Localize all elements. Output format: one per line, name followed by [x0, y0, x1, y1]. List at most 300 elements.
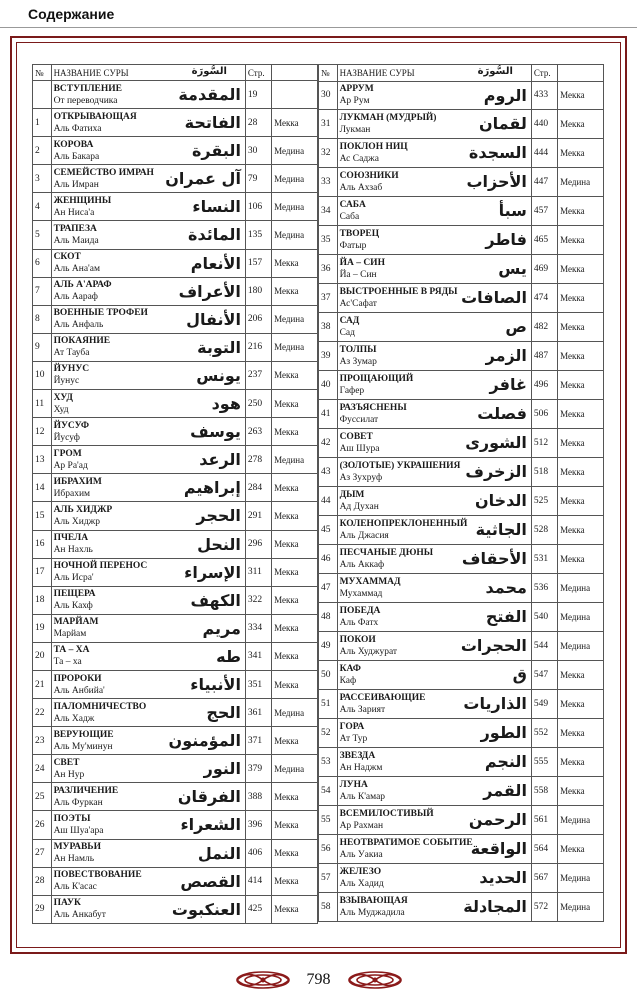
surah-name-russian: НЕОТВРАТИМОЕ СОБЫТИЕ	[339, 837, 473, 848]
surah-number: 6	[33, 249, 52, 277]
surah-revelation-place: Мекка	[558, 834, 604, 863]
surah-revelation-place: Медина	[558, 573, 604, 602]
surah-name-transliteration: Аль Анфаль	[53, 320, 104, 331]
table-row	[319, 545, 604, 574]
surah-name-cell	[51, 811, 245, 839]
surah-name-cell	[337, 110, 531, 139]
surah-page: 547	[531, 660, 557, 689]
surah-page: 30	[245, 137, 271, 165]
table-header-row	[33, 65, 318, 81]
surah-number: 24	[33, 755, 52, 783]
surah-revelation-place: Мекка	[558, 429, 604, 458]
table-row	[319, 458, 604, 487]
surah-number: 45	[319, 516, 338, 545]
surah-revelation-place: Мекка	[558, 660, 604, 689]
surah-number: 34	[319, 197, 338, 226]
table-row	[319, 660, 604, 689]
surah-name-russian: АРРУМ	[339, 84, 374, 95]
surah-name-transliteration: Фуссилат	[339, 415, 379, 426]
surah-name-transliteration: Аль Маида	[53, 236, 99, 247]
surah-revelation-place: Медина	[272, 137, 318, 165]
surah-name-cell	[51, 165, 245, 193]
surah-name-arabic: غافر	[489, 375, 527, 395]
surah-name-cell	[51, 193, 245, 221]
surah-page: 536	[531, 573, 557, 602]
surah-name-transliteration: Ар Рахман	[339, 820, 384, 831]
surah-number: 3	[33, 165, 52, 193]
surah-name-arabic: الأحزاب	[466, 172, 527, 192]
surah-name-russian: ЖЕНЩИНЫ	[53, 195, 112, 206]
surah-name-transliteration: Ас Саджа	[339, 154, 379, 165]
surah-name-cell	[337, 602, 531, 631]
surah-page: 572	[531, 892, 557, 921]
surah-name-russian: ГОРА	[339, 721, 365, 732]
table-header-row	[319, 65, 604, 82]
surah-revelation-place: Медина	[272, 333, 318, 361]
page-footer	[0, 965, 637, 995]
surah-number: 21	[33, 670, 52, 698]
surah-name-transliteration: Аль Бакара	[53, 151, 100, 162]
header-num: №	[319, 65, 338, 82]
surah-name-arabic: الصافات	[461, 288, 527, 308]
table-row	[33, 418, 318, 446]
surah-name-arabic: الإسراء	[184, 562, 241, 582]
surah-name-transliteration: Ан Намль	[53, 854, 95, 865]
surah-page: 482	[531, 313, 557, 342]
surah-name-russian: ВСЕМИЛОСТИВЫЙ	[339, 808, 434, 819]
surah-page: 106	[245, 193, 271, 221]
surah-number: 56	[319, 834, 338, 863]
surah-revelation-place: Медина	[558, 631, 604, 660]
surah-page: 457	[531, 197, 557, 226]
surah-page: 351	[245, 670, 271, 698]
surah-page: 433	[531, 81, 557, 110]
surah-number: 39	[319, 342, 338, 371]
surah-name-transliteration: Аль Зарият	[339, 704, 386, 715]
surah-name-transliteration: Аль Анбийа'	[53, 685, 105, 696]
surah-page: 525	[531, 487, 557, 516]
surah-name-transliteration: Аль К'амар	[339, 791, 386, 802]
surah-name-transliteration: Ар Рум	[339, 96, 370, 107]
table-row	[319, 747, 604, 776]
surah-number: 54	[319, 776, 338, 805]
surah-number: 14	[33, 474, 52, 502]
surah-name-cell	[51, 221, 245, 249]
surah-name-arabic: المؤمنون	[168, 731, 241, 751]
surah-name-transliteration: Ан Наджм	[339, 762, 383, 773]
surah-page: 341	[245, 642, 271, 670]
surah-name-arabic: القصص	[180, 871, 241, 891]
surah-name-transliteration: Аль Худжурат	[339, 646, 398, 657]
surah-name-arabic: لقمان	[479, 114, 527, 134]
surah-name-transliteration: От переводчика	[53, 95, 118, 106]
surah-page: 135	[245, 221, 271, 249]
table-row	[319, 168, 604, 197]
surah-name-transliteration: Ас'Сафат	[339, 299, 377, 310]
surah-revelation-place: Мекка	[272, 474, 318, 502]
surah-name-cell	[337, 139, 531, 168]
surah-name-transliteration: Ибрахим	[53, 488, 91, 499]
surah-name-cell	[337, 400, 531, 429]
left-ornament-icon	[233, 969, 293, 991]
surah-page: 263	[245, 418, 271, 446]
surah-revelation-place: Медина	[272, 755, 318, 783]
surah-page: 180	[245, 277, 271, 305]
surah-name-cell	[337, 197, 531, 226]
table-row	[33, 586, 318, 614]
surah-name-cell	[51, 361, 245, 389]
surah-number: 40	[319, 371, 338, 400]
surah-number: 53	[319, 747, 338, 776]
surah-name-russian: МУХАММАД	[339, 576, 401, 587]
surah-name-cell	[51, 249, 245, 277]
surah-revelation-place: Медина	[272, 221, 318, 249]
surah-name-arabic: مريم	[202, 618, 241, 638]
surah-page: 216	[245, 333, 271, 361]
surah-revelation-place: Мекка	[558, 487, 604, 516]
surah-name-cell	[51, 839, 245, 867]
surah-page: 518	[531, 458, 557, 487]
surah-name-russian: ОТКРЫВАЮЩАЯ	[53, 111, 137, 122]
table-row	[33, 474, 318, 502]
surah-number: 11	[33, 390, 52, 418]
surah-name-arabic: يس	[498, 259, 527, 279]
table-row	[319, 573, 604, 602]
surah-name-arabic: يوسف	[190, 422, 241, 442]
surah-name-arabic: الزخرف	[465, 462, 527, 482]
surah-revelation-place: Медина	[272, 165, 318, 193]
surah-number: 12	[33, 418, 52, 446]
table-row	[319, 371, 604, 400]
surah-name-cell	[51, 755, 245, 783]
surah-page: 447	[531, 168, 557, 197]
surah-name-arabic: الحجرات	[460, 635, 527, 655]
surah-name-russian: РАЗЛИЧЕНИЕ	[53, 785, 119, 796]
surah-revelation-place: Мекка	[558, 139, 604, 168]
surah-name-arabic: طه	[216, 646, 241, 666]
surah-page: 528	[531, 516, 557, 545]
table-row	[319, 834, 604, 863]
surah-name-cell	[337, 573, 531, 602]
table-row	[33, 895, 318, 923]
surah-number: 43	[319, 458, 338, 487]
surah-name-russian: ПОЭТЫ	[53, 813, 91, 824]
surah-name-arabic: سبأ	[498, 201, 527, 221]
table-row	[33, 305, 318, 333]
table-row	[33, 558, 318, 586]
surah-name-russian: ГРОМ	[53, 448, 82, 459]
surah-name-arabic: ص	[505, 317, 527, 337]
surah-number: 4	[33, 193, 52, 221]
table-row	[33, 614, 318, 642]
surah-name-russian: СОВЕТ	[339, 432, 373, 443]
surah-page: 564	[531, 834, 557, 863]
surah-name-transliteration: Аль Кахф	[53, 601, 93, 612]
surah-name-transliteration: Аль Фатх	[339, 617, 379, 628]
surah-number: 41	[319, 400, 338, 429]
surah-name-cell	[337, 631, 531, 660]
surah-name-russian: ПРОРОКИ	[53, 673, 102, 684]
surah-name-transliteration: Аз Зумар	[339, 357, 377, 368]
table-row	[33, 867, 318, 895]
table-row	[33, 221, 318, 249]
surah-name-arabic: الفاتحة	[184, 113, 241, 133]
surah-number: 19	[33, 614, 52, 642]
table-row	[33, 642, 318, 670]
surah-number: 55	[319, 805, 338, 834]
surah-name-cell	[51, 586, 245, 614]
page-number: 798	[306, 971, 331, 988]
surah-page: 561	[531, 805, 557, 834]
header-name	[51, 65, 245, 81]
surah-name-transliteration: Аль Муджадила	[339, 907, 405, 918]
surah-page: 552	[531, 718, 557, 747]
surah-revelation-place: Мекка	[272, 783, 318, 811]
surah-revelation-place	[272, 81, 318, 109]
surah-number: 48	[319, 602, 338, 631]
header-city	[272, 65, 318, 81]
surah-name-russian: РАССЕИВАЮЩИЕ	[339, 692, 426, 703]
surah-page: 388	[245, 783, 271, 811]
surah-number: 23	[33, 727, 52, 755]
surah-revelation-place: Мекка	[558, 747, 604, 776]
surah-name-arabic: الرحمن	[468, 809, 527, 829]
surah-number: 38	[319, 313, 338, 342]
surah-number: 37	[319, 284, 338, 313]
header-name-arabic: السُّورَة	[477, 66, 513, 77]
surah-page: 237	[245, 361, 271, 389]
surah-name-russian: ЛУНА	[339, 779, 368, 790]
surah-name-russian: ПАЛОМНИЧЕСТВО	[53, 701, 147, 712]
surah-revelation-place: Медина	[558, 892, 604, 921]
surah-name-transliteration: Гафер	[339, 386, 365, 397]
table-row	[33, 699, 318, 727]
surah-number: 28	[33, 867, 52, 895]
surah-name-transliteration: Аль Джасия	[339, 531, 389, 542]
surah-name-arabic: المقدمة	[178, 85, 241, 104]
table-row	[33, 783, 318, 811]
surah-name-arabic: الشعراء	[180, 815, 241, 835]
surah-number: 29	[33, 895, 52, 923]
surah-page: 406	[245, 839, 271, 867]
surah-revelation-place: Мекка	[558, 342, 604, 371]
surah-name-transliteration: Йунус	[53, 376, 80, 387]
table-row	[33, 165, 318, 193]
surah-name-russian: ТРАПЕЗА	[53, 224, 97, 235]
surah-name-russian: СКОТ	[53, 252, 81, 263]
table-row	[33, 670, 318, 698]
table-row	[319, 487, 604, 516]
surah-name-transliteration: Йа – Син	[339, 270, 377, 281]
surah-name-cell	[337, 168, 531, 197]
table-row	[319, 400, 604, 429]
surah-name-russian: ЛУКМАН (МУДРЫЙ)	[339, 113, 437, 124]
surah-revelation-place: Мекка	[558, 197, 604, 226]
surah-revelation-place: Медина	[558, 168, 604, 197]
surah-name-transliteration: Та – ха	[53, 657, 82, 668]
surah-name-cell	[337, 429, 531, 458]
surah-name-cell	[337, 255, 531, 284]
surah-name-cell	[51, 670, 245, 698]
surah-revelation-place: Медина	[272, 446, 318, 474]
surah-name-transliteration: Аль Ахзаб	[339, 183, 383, 194]
surah-name-cell	[51, 277, 245, 305]
surah-name-russian: ВЗЫВАЮЩАЯ	[339, 895, 408, 906]
surah-page: 555	[531, 747, 557, 776]
surah-name-cell	[51, 137, 245, 165]
table-row	[33, 811, 318, 839]
surah-revelation-place: Мекка	[272, 558, 318, 586]
header-name-arabic: السُّورَة	[191, 66, 227, 77]
table-row	[319, 284, 604, 313]
table-row	[319, 313, 604, 342]
surah-revelation-place: Мекка	[558, 284, 604, 313]
surah-name-russian: ПРОЩАЮЩИЙ	[339, 374, 414, 385]
surah-name-arabic: الحديد	[479, 867, 527, 887]
surah-revelation-place: Мекка	[272, 277, 318, 305]
surah-name-transliteration: Аз Зухруф	[339, 473, 383, 484]
surah-revelation-place: Мекка	[272, 361, 318, 389]
header-name-label: НАЗВАНИЕ СУРЫ	[53, 67, 129, 78]
surah-page: 334	[245, 614, 271, 642]
header-name	[337, 65, 531, 82]
table-row	[33, 755, 318, 783]
surah-name-russian: ПЧЕЛА	[53, 533, 89, 544]
surah-revelation-place: Мекка	[272, 502, 318, 530]
surah-name-transliteration: Аль Хадж	[53, 713, 95, 724]
surah-name-transliteration: Худ	[53, 404, 69, 415]
surah-revelation-place: Мекка	[558, 400, 604, 429]
table-row	[33, 81, 318, 109]
surah-revelation-place: Мекка	[558, 81, 604, 110]
surah-revelation-place: Медина	[272, 699, 318, 727]
surah-revelation-place: Мекка	[558, 689, 604, 718]
table-row	[319, 139, 604, 168]
table-row	[319, 429, 604, 458]
surah-revelation-place: Медина	[558, 805, 604, 834]
surah-name-transliteration: Аль Аараф	[53, 292, 98, 303]
surah-name-arabic: الروم	[483, 85, 527, 105]
surah-name-transliteration: Ат Тур	[339, 733, 368, 744]
table-row	[319, 110, 604, 139]
surah-revelation-place: Мекка	[272, 390, 318, 418]
surah-number: 17	[33, 558, 52, 586]
surah-page: 206	[245, 305, 271, 333]
table-row	[33, 277, 318, 305]
surah-name-arabic: المجادلة	[463, 896, 527, 916]
surah-name-arabic: الأنبياء	[190, 674, 241, 694]
surah-revelation-place: Медина	[272, 305, 318, 333]
surah-name-arabic: الأنعام	[190, 253, 241, 273]
table-row	[319, 226, 604, 255]
surah-number: 15	[33, 502, 52, 530]
surah-number: 46	[319, 545, 338, 574]
table-row	[33, 502, 318, 530]
surah-revelation-place: Мекка	[272, 670, 318, 698]
surah-number: 22	[33, 699, 52, 727]
surah-name-arabic: الأنفال	[186, 309, 241, 329]
right-ornament-icon	[345, 969, 405, 991]
surah-name-cell	[51, 305, 245, 333]
surah-number: 44	[319, 487, 338, 516]
surah-page: 469	[531, 255, 557, 284]
surah-number: 8	[33, 305, 52, 333]
surah-name-arabic: الرعد	[199, 450, 241, 470]
surah-name-cell	[51, 109, 245, 137]
surah-name-transliteration: Аль Фатиха	[53, 123, 102, 134]
surah-name-russian: ВЕРУЮЩИЕ	[53, 729, 114, 740]
surah-name-transliteration: Аль Фуркан	[53, 797, 103, 808]
table-row	[319, 197, 604, 226]
surah-name-transliteration: Каф	[339, 675, 357, 686]
surah-name-arabic: المائدة	[188, 225, 241, 245]
surah-page: 157	[245, 249, 271, 277]
surah-name-transliteration: Аль Имран	[53, 179, 99, 190]
surah-name-cell	[337, 487, 531, 516]
surah-name-russian: ПОБЕДА	[339, 605, 381, 616]
table-row	[319, 516, 604, 545]
surah-name-russian: ТА – ХА	[53, 645, 90, 656]
surah-name-transliteration: Ан Нахль	[53, 545, 93, 556]
table-row	[319, 689, 604, 718]
contents-table-left	[32, 64, 318, 924]
surah-name-russian: МУРАВЬИ	[53, 842, 101, 853]
surah-name-russian: ТОЛПЫ	[339, 345, 377, 356]
surah-name-transliteration: Марйам	[53, 629, 87, 640]
surah-number: 26	[33, 811, 52, 839]
surah-name-russian: КОРОВА	[53, 139, 94, 150]
surah-name-russian: ПОВЕСТВОВАНИЕ	[53, 870, 142, 881]
surah-page: 284	[245, 474, 271, 502]
surah-name-arabic: النور	[203, 759, 241, 779]
surah-name-russian: ВОЕННЫЕ ТРОФЕИ	[53, 308, 148, 319]
surah-name-cell	[337, 689, 531, 718]
surah-name-cell	[337, 545, 531, 574]
surah-number: 51	[319, 689, 338, 718]
surah-number: 27	[33, 839, 52, 867]
table-row	[33, 839, 318, 867]
surah-name-arabic: فاطر	[485, 230, 527, 250]
surah-number: 1	[33, 109, 52, 137]
surah-name-russian: ЙА – СИН	[339, 258, 385, 269]
surah-name-cell	[337, 284, 531, 313]
surah-name-arabic: الذاريات	[463, 693, 527, 713]
surah-page: 414	[245, 867, 271, 895]
surah-name-arabic: الواقعة	[470, 838, 527, 858]
surah-page: 544	[531, 631, 557, 660]
surah-name-russian: ИБРАХИМ	[53, 476, 102, 487]
surah-revelation-place: Мекка	[558, 255, 604, 284]
table-row	[319, 255, 604, 284]
header-page: Стр.	[531, 65, 557, 82]
surah-name-russian: САБА	[339, 200, 366, 211]
surah-name-transliteration: Аш Шура	[339, 444, 380, 455]
surah-name-russian: (ЗОЛОТЫЕ) УКРАШЕНИЯ	[339, 461, 461, 472]
surah-name-russian: ХУД	[53, 392, 73, 403]
surah-name-cell	[51, 642, 245, 670]
surah-number: 25	[33, 783, 52, 811]
surah-name-cell	[337, 892, 531, 921]
surah-revelation-place: Медина	[272, 193, 318, 221]
table-row	[319, 81, 604, 110]
surah-name-cell	[51, 502, 245, 530]
surah-name-transliteration: Аль Аккаф	[339, 559, 385, 570]
table-row	[33, 361, 318, 389]
surah-number: 9	[33, 333, 52, 361]
surah-name-cell	[337, 516, 531, 545]
surah-revelation-place: Мекка	[272, 811, 318, 839]
surah-name-cell	[51, 333, 245, 361]
